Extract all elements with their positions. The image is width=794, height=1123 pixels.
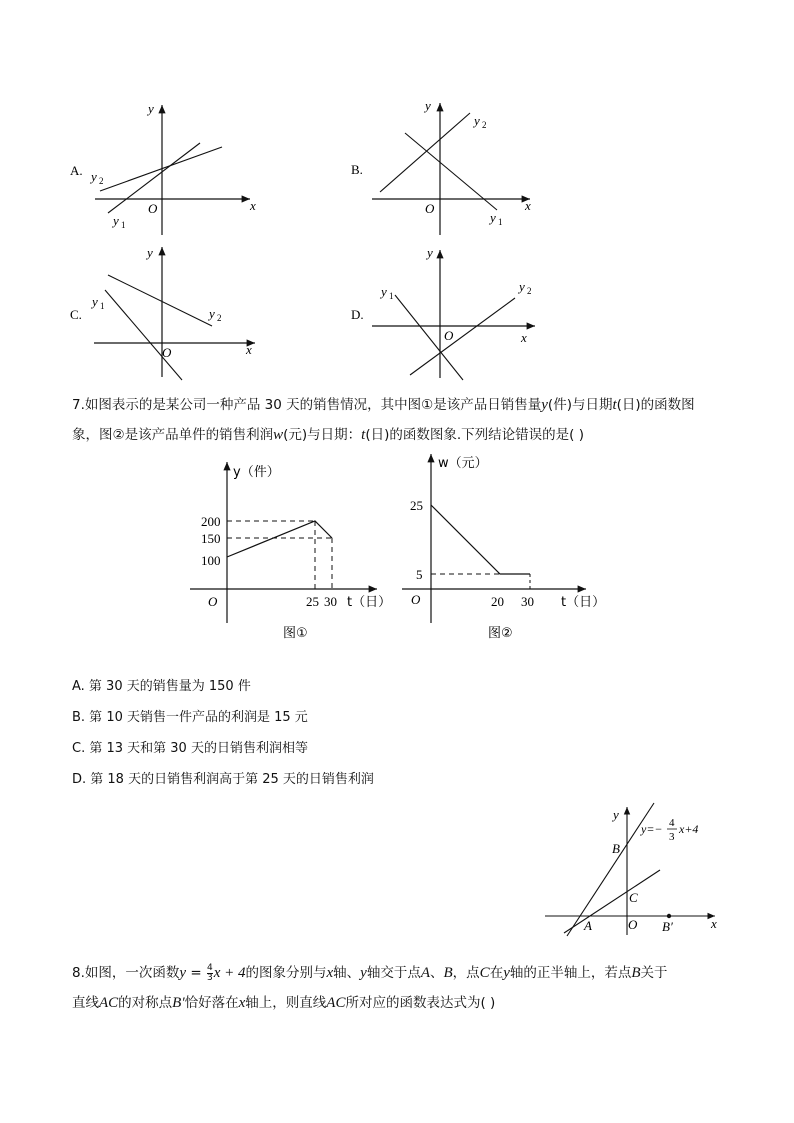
- d-y1-sub: 1: [389, 291, 394, 301]
- graph-option-b: [351, 98, 531, 235]
- q7-stem-line2: 象，图②是该产品单件的销售利润w(元)与日期：t(日)的函数图象.下列结论错误的是( ): [72, 427, 584, 443]
- option-b-letter: B.: [351, 162, 363, 177]
- chart2-origin: O: [411, 592, 421, 607]
- q8-line-ac: [564, 870, 660, 933]
- q7-stem-line1: 7.如图表示的是某公司一种产品 30 天的销售情况，其中图①是该产品日销售量y(件)与日期t(日)的函数图: [72, 397, 695, 413]
- chart2-ylabel: w（元）: [438, 456, 488, 471]
- d-y2-label: y: [519, 279, 525, 294]
- q6-graphs: [0, 0, 794, 400]
- q7-choice-c[interactable]: C. 第 13 天和第 30 天的日销售利润相等: [72, 741, 308, 756]
- chart1-xlabel: t（日）: [347, 595, 392, 610]
- c-origin: O: [162, 345, 172, 360]
- a-y2-label: y: [91, 169, 97, 184]
- q8-stem-fraction: $\frac{4}{3}$: [206, 962, 213, 983]
- d-y-label: y: [427, 245, 433, 260]
- chart1-origin: O: [208, 594, 218, 609]
- c-y1-sub: 1: [100, 301, 105, 311]
- option-c-letter: C.: [70, 307, 82, 322]
- graph-option-c: [70, 245, 255, 380]
- b-y1-sub: 1: [498, 217, 503, 227]
- chart1-line: [227, 521, 332, 557]
- b-line-y2: [380, 113, 470, 192]
- d-y1-label: y: [381, 284, 387, 299]
- a-y1-label: y: [113, 213, 119, 228]
- q8-eq-den: 3: [669, 831, 675, 843]
- a-x-label: x: [250, 198, 256, 213]
- chart1-xtick-30: 30: [324, 594, 337, 609]
- d-x-label: x: [521, 330, 527, 345]
- chart2-ytick-25: 25: [410, 498, 423, 513]
- c-line-y2: [108, 275, 212, 326]
- b-y2-sub: 2: [482, 120, 487, 130]
- q8-point-c-label: C: [629, 890, 638, 905]
- chart1-xtick-25: 25: [306, 594, 319, 609]
- graph-option-a: [70, 101, 256, 235]
- c-x-label: x: [246, 342, 252, 357]
- b-x-label: x: [525, 198, 531, 213]
- q8-eq-num: 4: [669, 817, 675, 829]
- q8-stem-line1: 8.如图，一次函数y = $\frac{4}{3}$ x + 4的图象分别与x轴、y轴交于点A、B，点C在y轴的正半轴上，若点B关于: [72, 962, 668, 983]
- q7-choice-b[interactable]: B. 第 10 天销售一件产品的利润是 15 元: [72, 710, 308, 725]
- q7-choice-a[interactable]: A. 第 30 天的销售量为 150 件: [72, 679, 251, 694]
- chart2-ytick-5: 5: [416, 567, 423, 582]
- chart2-xtick-30: 30: [521, 594, 534, 609]
- a-line-y2: [100, 147, 222, 191]
- d-y2-sub: 2: [527, 286, 532, 296]
- q8-y-label: y: [613, 807, 619, 822]
- option-a-letter: A.: [70, 163, 83, 178]
- q8-eq-left: y=−: [641, 822, 663, 836]
- q7-choice-d[interactable]: D. 第 18 天的日销售利润高于第 25 天的日销售利润: [72, 772, 374, 787]
- graph-option-d: [351, 245, 535, 380]
- chart1-ytick-100: 100: [201, 553, 221, 568]
- q8-figure: [540, 795, 740, 945]
- a-y-label: y: [148, 101, 154, 116]
- chart-1: [190, 462, 391, 641]
- chart1-ytick-200: 200: [201, 514, 221, 529]
- c-y-label: y: [147, 245, 153, 260]
- q8-point-bprime: [667, 914, 671, 918]
- chart2-caption: 图②: [488, 626, 513, 641]
- chart2-xtick-20: 20: [491, 594, 504, 609]
- q8-eq-right: x+4: [679, 822, 699, 836]
- d-origin: O: [444, 328, 454, 343]
- option-d-letter: D.: [351, 307, 364, 322]
- q8-point-bprime-label: B′: [662, 919, 673, 934]
- chart1-ylabel: y（件）: [233, 465, 280, 480]
- b-y1-label: y: [490, 210, 496, 225]
- q7-charts: [0, 440, 794, 650]
- chart1-ytick-150: 150: [201, 531, 221, 546]
- q8-origin: O: [628, 917, 638, 932]
- b-y-label: y: [425, 98, 431, 113]
- a-y1-sub: 1: [121, 220, 126, 230]
- b-origin: O: [425, 201, 435, 216]
- c-y2-sub: 2: [217, 313, 222, 323]
- c-y1-label: y: [92, 294, 98, 309]
- chart1-caption: 图①: [283, 626, 308, 641]
- q8-point-a-label: A: [584, 918, 592, 933]
- chart2-xlabel: t（日）: [561, 595, 606, 610]
- q8-stem: [72, 958, 732, 1018]
- a-y2-sub: 2: [99, 176, 104, 186]
- q8-x-label: x: [711, 916, 717, 931]
- b-y2-label: y: [474, 113, 480, 128]
- c-line-y1: [105, 290, 182, 380]
- q8-stem-line2: 直线AC的对称点B′恰好落在x轴上，则直线AC所对应的函数表达式为( ): [72, 995, 496, 1011]
- a-origin: O: [148, 201, 158, 216]
- d-line-y2: [410, 298, 515, 375]
- chart2-line: [431, 505, 530, 574]
- q8-point-b-label: B: [612, 841, 620, 856]
- c-y2-label: y: [209, 306, 215, 321]
- chart-2: [402, 454, 605, 641]
